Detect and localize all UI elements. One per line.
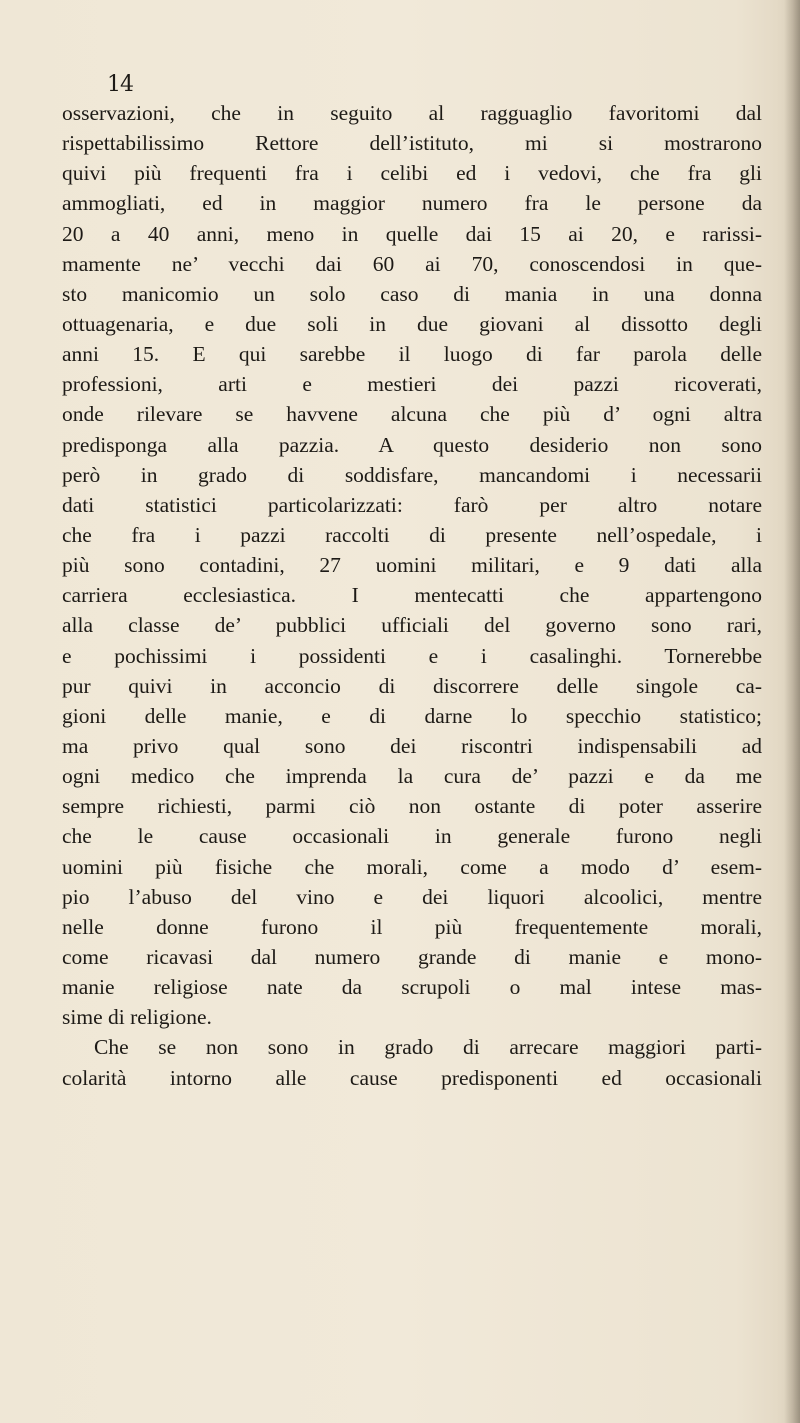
text-line: uomini più fisiche che morali, come a modo d’ esem- xyxy=(62,854,762,879)
text-line: più sono contadini, 27 uomini militari, e 9 dati alla xyxy=(62,553,762,578)
text-line: osservazioni, che in seguito al ragguaglio favoritomi dal xyxy=(62,101,762,125)
text-line: però in grado di soddisfare, mancandomi i necessarii xyxy=(62,462,762,487)
text-line: che le cause occasionali in generale furono negli xyxy=(62,824,762,849)
body-text xyxy=(62,98,762,1093)
text-line: gioni delle manie, e di darne lo specchio statistico; xyxy=(62,703,762,728)
text-line: mamente ne’ vecchi dai 60 ai 70, conoscendosi in que- xyxy=(62,251,762,276)
page-edge-shadow xyxy=(784,0,800,1423)
text-line: nelle donne furono il più frequentemente morali, xyxy=(62,914,762,939)
text-line: colarità intorno alle cause predisponenti ed occasionali xyxy=(62,1065,762,1090)
text-line: che fra i pazzi raccolti di presente nell’ospedale, i xyxy=(62,522,762,547)
text-line: pur quivi in acconcio di discorrere delle singole ca- xyxy=(62,673,762,698)
text-line: sto manicomio un solo caso di mania in una donna xyxy=(62,281,762,306)
text-line: professioni, arti e mestieri dei pazzi ricoverati, xyxy=(62,372,762,397)
text-line: sime di religione. xyxy=(62,1005,212,1030)
text-line: ottuagenaria, e due soli in due giovani al dissotto degli xyxy=(62,311,762,336)
text-line: ogni medico che imprenda la cura de’ pazzi e da me xyxy=(62,764,762,789)
text-line: pio l’abuso del vino e dei liquori alcoolici, mentre xyxy=(62,884,762,909)
text-line: onde rilevare se havvene alcuna che più d’ ogni altra xyxy=(62,402,762,427)
text-line: quivi più frequenti fra i celibi ed i vedovi, che fra gli xyxy=(62,161,762,186)
text-line: ammogliati, ed in maggior numero fra le persone da xyxy=(62,191,762,216)
text-line: e pochissimi i possidenti e i casalinghi. Tornerebbe xyxy=(62,643,762,668)
text-line: carriera ecclesiastica. I mentecatti che appartengono xyxy=(62,583,762,608)
text-line: manie religiose nate da scrupoli o mal intese mas- xyxy=(62,975,762,1000)
text-line: 20 a 40 anni, meno in quelle dai 15 ai 20, e rarissi- xyxy=(62,221,762,246)
text-line: sempre richiesti, parmi ciò non ostante di poter asserire xyxy=(62,794,762,819)
text-line: anni 15. E qui sarebbe il luogo di far parola delle xyxy=(62,342,762,367)
text-line: Che se non sono in grado di arrecare maggiori parti- xyxy=(94,1035,762,1060)
text-line: come ricavasi dal numero grande di manie e mono- xyxy=(62,944,762,969)
text-line: alla classe de’ pubblici ufficiali del governo sono rari, xyxy=(62,613,762,638)
text-line: predisponga alla pazzia. A questo desiderio non sono xyxy=(62,432,762,457)
text-line: rispettabilissimo Rettore dell’istituto, mi si mostrarono xyxy=(62,131,762,156)
page-number: 14 xyxy=(107,72,133,97)
text-line: dati statistici particolarizzati: farò per altro notare xyxy=(62,492,762,517)
text-line: ma privo qual sono dei riscontri indispensabili ad xyxy=(62,733,762,758)
